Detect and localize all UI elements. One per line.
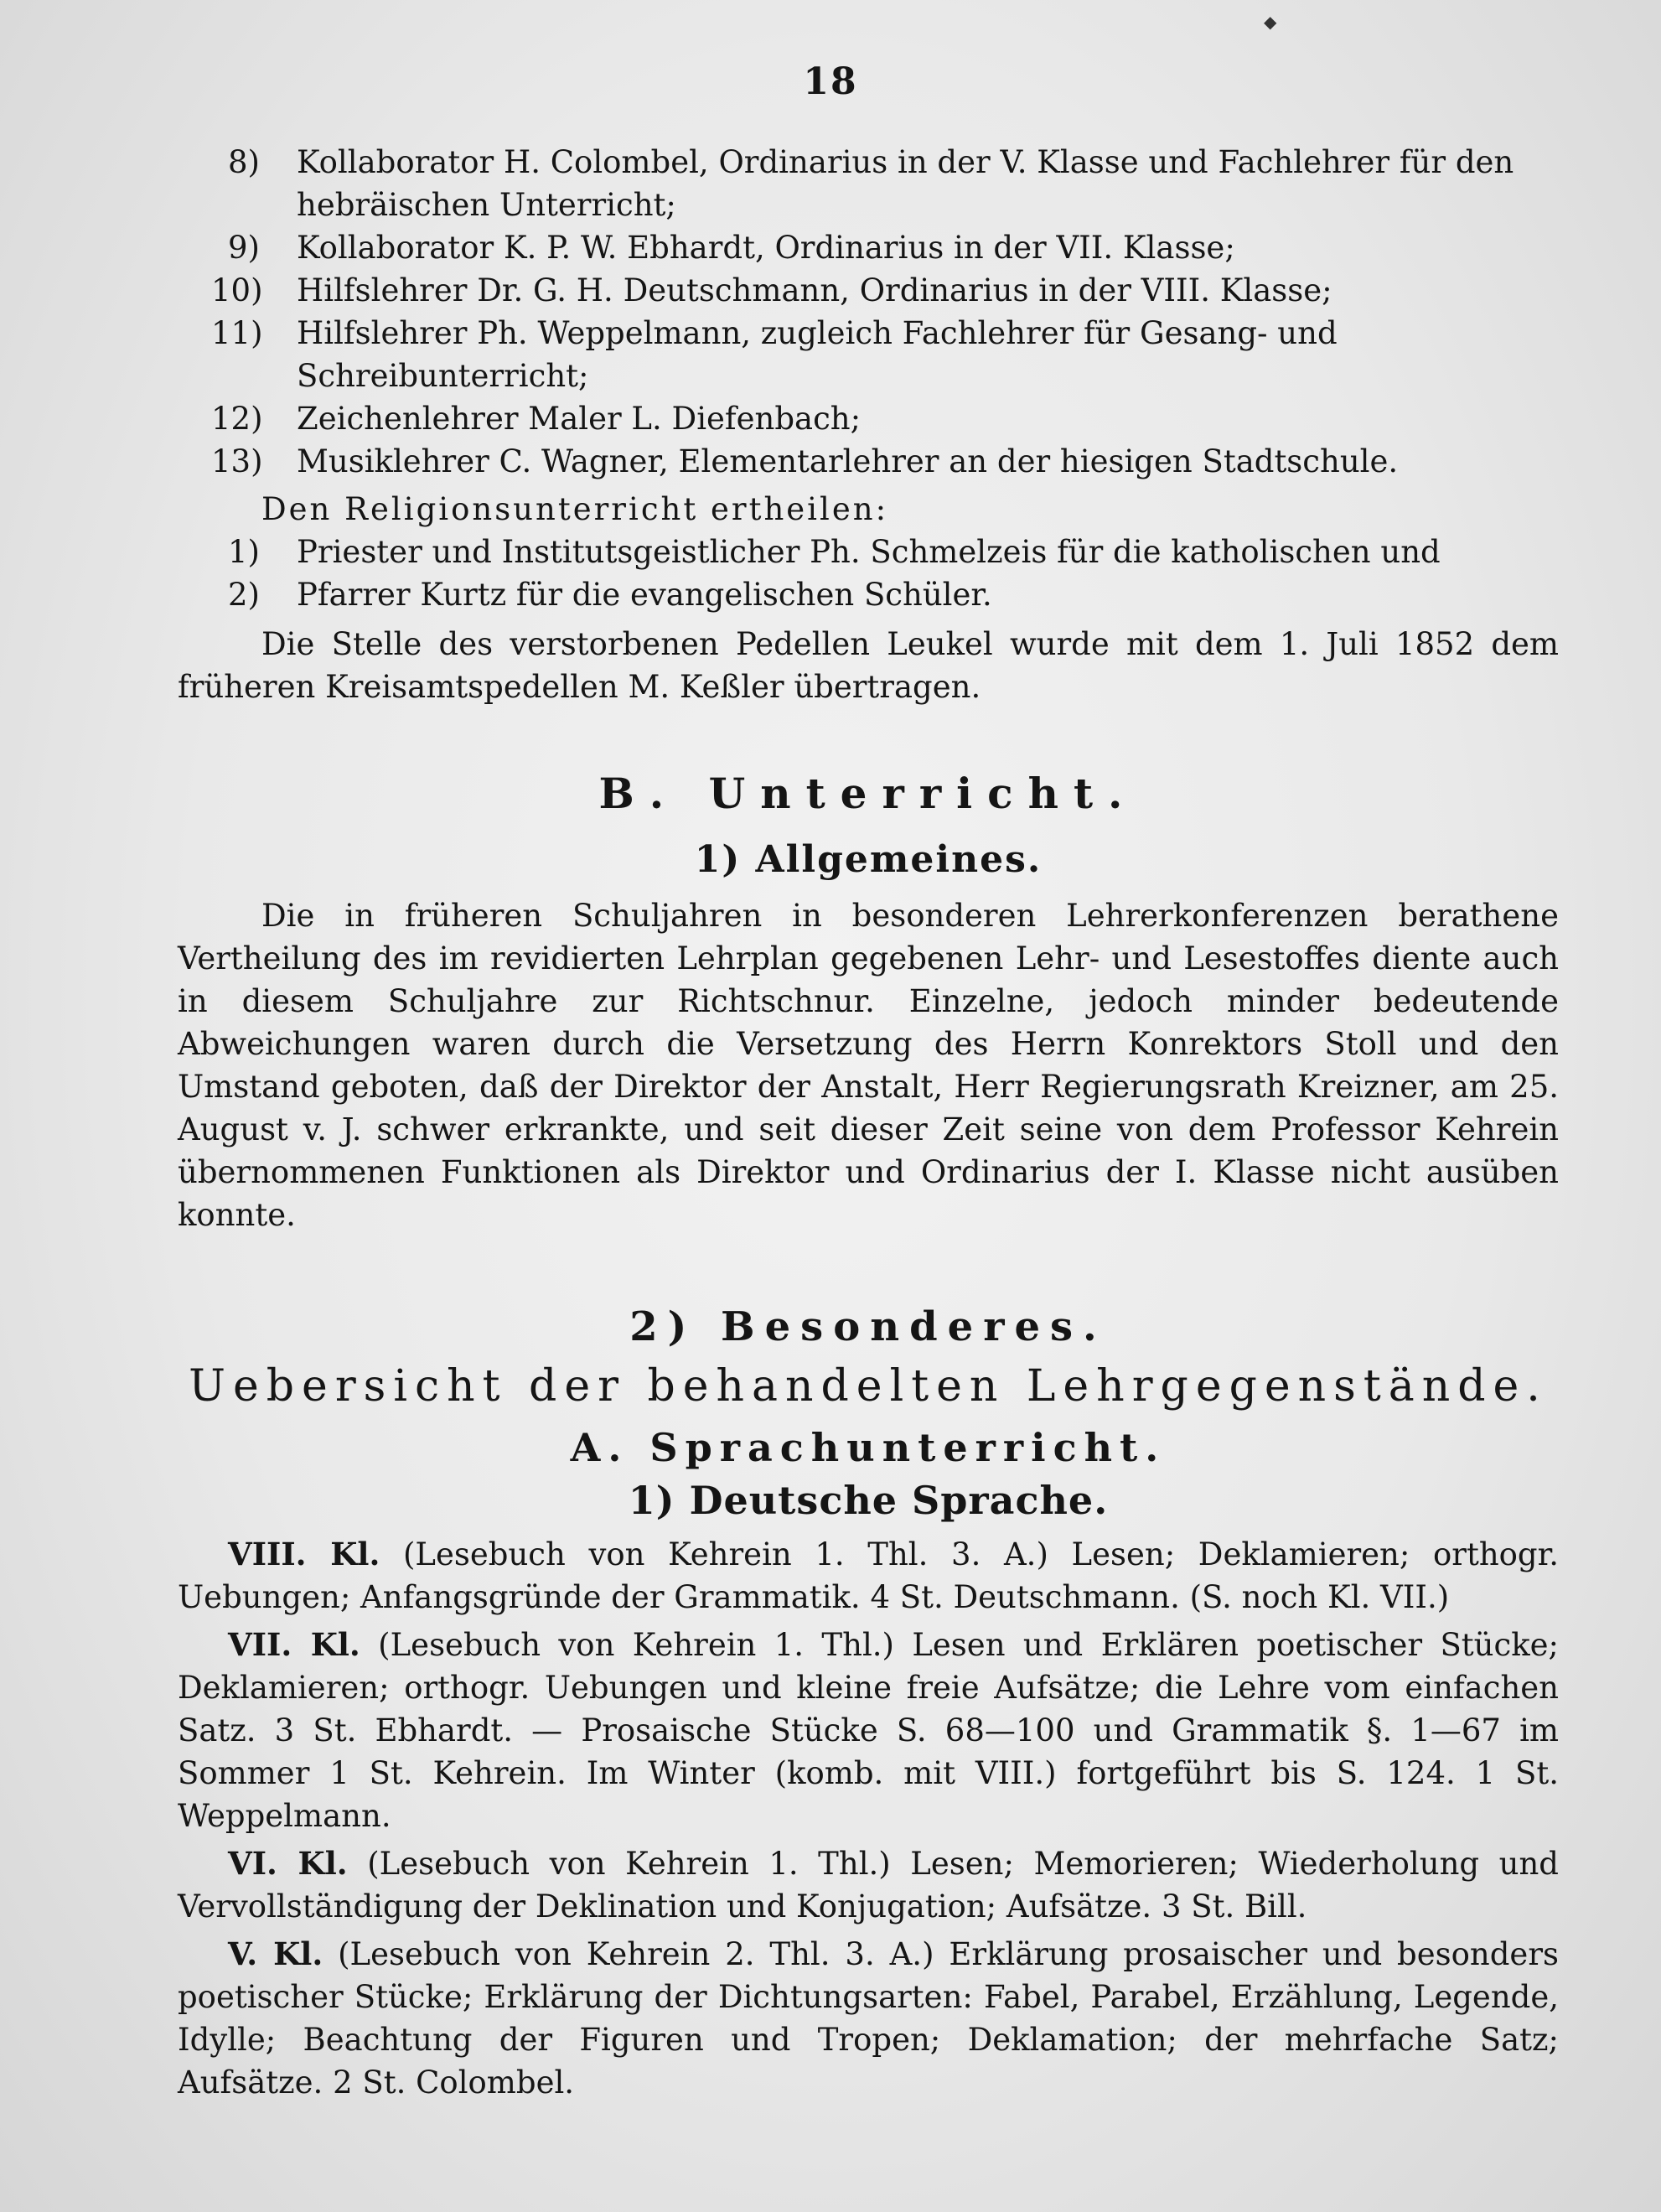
staff-list bbox=[178, 141, 1559, 483]
item-text: Hilfslehrer Ph. Weppelmann, zugleich Fachlehrer für Gesang- und Schreibunterricht; bbox=[297, 315, 1338, 394]
overview-title: Uebersicht der behandelten Lehrgegenstände. bbox=[189, 1361, 1548, 1412]
item-number: 1) bbox=[228, 534, 260, 570]
item-number: 13) bbox=[211, 443, 263, 479]
religion-heading: Den Religionsunterricht ertheilen: bbox=[261, 491, 889, 527]
pedell-paragraph: Die Stelle des verstorbenen Pedellen Leukel wurde mit dem 1. Juli 1852 dem früheren Kreisamtspedellen M. Keßler übertragen. bbox=[178, 626, 1559, 705]
course-class: VI. Kl. bbox=[228, 1845, 348, 1882]
item-number: 8) bbox=[228, 144, 260, 180]
course-entry bbox=[178, 1533, 1559, 1619]
list-item bbox=[178, 312, 1559, 397]
corner-mark-icon: ◆ bbox=[1264, 12, 1277, 32]
course-entry bbox=[178, 1933, 1559, 2104]
list-item bbox=[178, 531, 1559, 573]
course-list bbox=[178, 1533, 1559, 2104]
special-title: 2) Besonderes. bbox=[629, 1303, 1107, 1350]
item-text: Priester und Institutsgeistlicher Ph. Schmelzeis für die katholischen und bbox=[297, 534, 1441, 570]
course-entry bbox=[178, 1842, 1559, 1928]
course-text: (Lesebuch von Kehrein 1. Thl.) Lesen und Erklären poetischer Stücke; Deklamieren; orthogr. Uebungen und kleine freie Aufsätze; die Lehre vom einfachen Satz. 3 St. Ebhardt. — Prosaische Stücke S. 68—100 und Grammatik §. 1—67 im Sommer 1 St. Kehrein. Im Winter (komb. mit VIII.) fortgeführt bis S. 124. 1 St. Weppelmann. bbox=[178, 1627, 1559, 1834]
item-number: 2) bbox=[228, 577, 260, 613]
item-text: Musiklehrer C. Wagner, Elementarlehrer an der hiesigen Stadtschule. bbox=[297, 443, 1399, 479]
item-number: 11) bbox=[211, 315, 263, 351]
item-text: Kollaborator K. P. W. Ebhardt, Ordinarius in der VII. Klasse; bbox=[297, 230, 1235, 266]
religion-list bbox=[178, 531, 1559, 616]
course-text: (Lesebuch von Kehrein 2. Thl. 3. A.) Erklärung prosaischer und besonders poetischer Stücke; Erklärung der Dichtungsarten: Fabel, Parabel, Erzählung, Legende, Idylle; Beachtung der Figuren und Tropen; Deklamation; der mehrfache Satz; Aufsätze. 2 St. Colombel. bbox=[178, 1936, 1559, 2101]
list-item bbox=[178, 226, 1559, 269]
course-entry bbox=[178, 1624, 1559, 1837]
course-text: (Lesebuch von Kehrein 1. Thl.) Lesen; Memorieren; Wiederholung und Vervollständigung der Deklination und Konjugation; Aufsätze. 3 St. Bill. bbox=[178, 1846, 1559, 1924]
item-number: 9) bbox=[228, 230, 260, 266]
list-item bbox=[178, 573, 1559, 616]
item-text: Zeichenlehrer Maler L. Diefenbach; bbox=[297, 401, 862, 437]
section-title: B. Unterricht. bbox=[598, 769, 1138, 818]
item-text: Kollaborator H. Colombel, Ordinarius in der V. Klasse und Fachlehrer für den hebräischen Unterricht; bbox=[297, 144, 1514, 223]
list-item bbox=[178, 141, 1559, 226]
german-title: 1) Deutsche Sprache. bbox=[628, 1478, 1109, 1523]
language-title: A. Sprachunterricht. bbox=[570, 1425, 1167, 1470]
course-class: VII. Kl. bbox=[228, 1626, 360, 1663]
course-text: (Lesebuch von Kehrein 1. Thl. 3. A.) Lesen; Deklamieren; orthogr. Uebungen; Anfangsgründe der Grammatik. 4 St. Deutschmann. (S. noch Kl. VII.) bbox=[178, 1536, 1559, 1615]
item-number: 10) bbox=[211, 272, 263, 308]
course-class: VIII. Kl. bbox=[228, 1536, 380, 1572]
list-item bbox=[178, 269, 1559, 312]
page-content bbox=[178, 141, 1559, 2104]
item-text: Pfarrer Kurtz für die evangelischen Schüler. bbox=[297, 577, 992, 613]
course-class: V. Kl. bbox=[228, 1935, 323, 1972]
page-number: 18 bbox=[803, 60, 858, 103]
item-text: Hilfslehrer Dr. G. H. Deutschmann, Ordinarius in der VIII. Klasse; bbox=[297, 272, 1332, 308]
item-number: 12) bbox=[211, 401, 263, 437]
list-item bbox=[178, 397, 1559, 440]
general-paragraph: Die in früheren Schuljahren in besonderen Lehrerkonferenzen berathene Vertheilung des im revidierten Lehrplan gegebenen Lehr- und Lesestoffes diente auch in diesem Schuljahre zur Richtschnur. Einzelne, jedoch minder bedeutende Abweichungen waren durch die Versetzung des Herrn Konrektors Stoll und den Umstand geboten, daß der Direktor der Anstalt, Herr Regierungsrath Kreizner, am 25. August v. J. schwer erkrankte, und seit dieser Zeit seine von dem Professor Kehrein übernommenen Funktionen als Direktor und Ordinarius der I. Klasse nicht ausüben konnte. bbox=[178, 898, 1559, 1233]
list-item bbox=[178, 440, 1559, 483]
general-title: 1) Allgemeines. bbox=[694, 838, 1043, 881]
